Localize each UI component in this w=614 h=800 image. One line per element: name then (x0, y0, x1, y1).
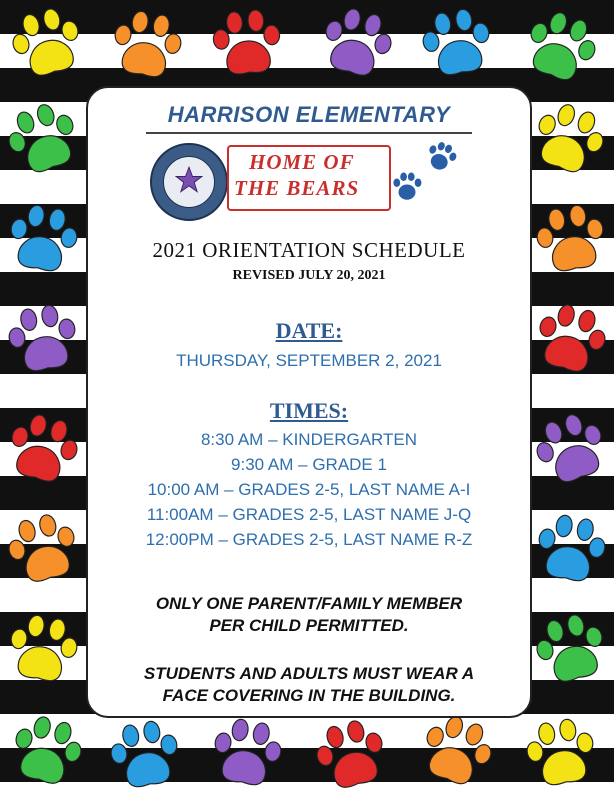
header-divider (146, 132, 472, 134)
date-heading: DATE: (275, 318, 343, 343)
revised-date: REVISED JULY 20, 2021 (232, 268, 386, 283)
mask-notice-line-1: STUDENTS AND ADULTS MUST WEAR A (143, 664, 475, 683)
paw-print-icon (412, 0, 502, 88)
time-item: 10:00 AM – GRADES 2-5, LAST NAME A-I (147, 480, 471, 499)
time-item: 12:00PM – GRADES 2-5, LAST NAME R-Z (145, 530, 473, 549)
paw-print-icon (202, 708, 292, 798)
time-item: 8:30 AM – KINDERGARTEN (200, 430, 418, 449)
parent-notice-line-2: PER CHILD PERMITTED. (209, 616, 409, 635)
blue-paw-icon (390, 170, 424, 204)
mask-notice (88, 663, 530, 707)
school-name: HARRISON ELEMENTARY (167, 102, 451, 127)
paw-print-icon (102, 0, 192, 90)
paw-print-icon (0, 194, 88, 284)
time-item: 11:00AM – GRADES 2-5, LAST NAME J-Q (146, 505, 472, 524)
paw-print-icon (205, 1, 290, 86)
parent-notice (88, 593, 530, 637)
motto-line-1: HOME OF (249, 150, 355, 174)
paw-print-icon (0, 604, 88, 694)
content-card (86, 86, 532, 718)
times-heading: TIMES: (269, 398, 349, 423)
paw-print-icon (100, 710, 190, 800)
parent-notice-line-1: ONLY ONE PARENT/FAMILY MEMBER (155, 594, 463, 613)
trend-credit: ©TREND (574, 785, 604, 792)
paw-print-icon (526, 504, 614, 594)
motto-line-2: THE BEARS (234, 176, 360, 200)
time-item: 9:30 AM – GRADE 1 (231, 455, 387, 474)
home-of-bears-logo (227, 145, 391, 211)
mask-notice-line-2: FACE COVERING IN THE BUILDING. (162, 686, 456, 705)
schedule-title: 2021 ORIENTATION SCHEDULE (152, 238, 466, 262)
blue-paw-icon (419, 135, 463, 179)
date-value: THURSDAY, SEPTEMBER 2, 2021 (176, 351, 442, 370)
paw-print-icon (0, 294, 88, 384)
school-seal-icon (150, 143, 228, 221)
paw-print-icon (526, 194, 614, 284)
